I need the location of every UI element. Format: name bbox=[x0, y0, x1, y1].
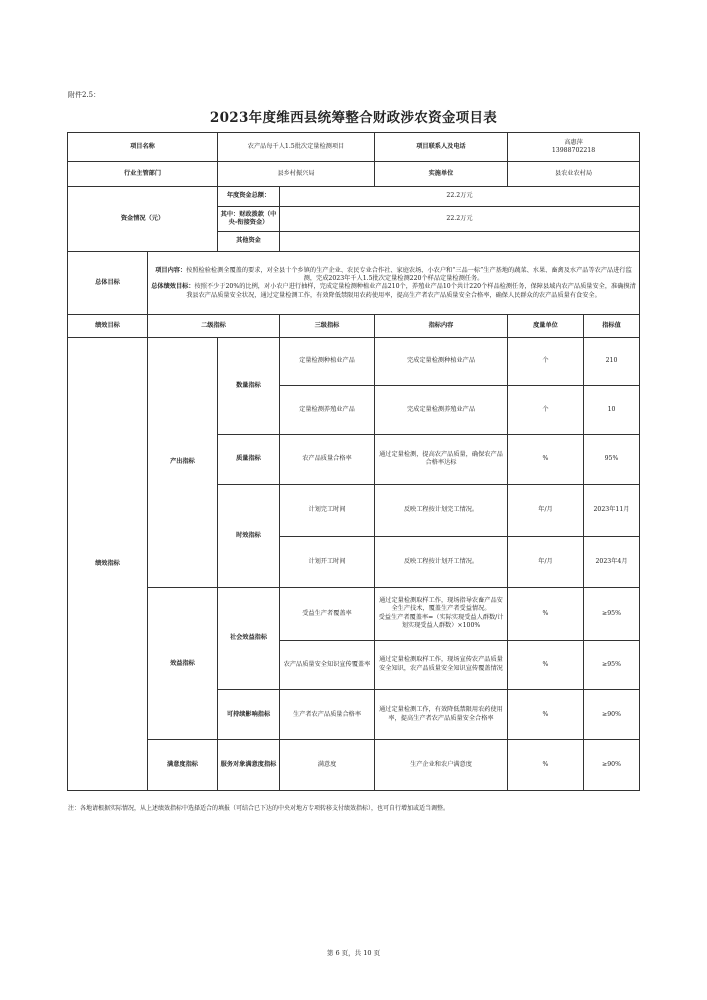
content-cell: 生产企业和农户满意度 bbox=[375, 740, 508, 791]
content-cell bbox=[375, 640, 508, 689]
perf-goal-text: 按照不少于20%的比例，对小农户进行抽样，完成定量检测种植业产品210个，养殖业产品10个共计220个样品检测任务，保障县域内农产品质量安全，准确摸清我县农产品质量安全状况，通过定量检测工作，有效降低禁限用农药使用率，提高生产者农产品质量安全合格率，确保人民群众的农产品质量有食安全。 bbox=[186, 283, 636, 299]
sustain-label: 可持续影响指标 bbox=[218, 690, 280, 740]
content-cell: 通过定量检测，提高农产品质量，确保农产品合格率达标 bbox=[375, 434, 508, 484]
unit-cell: % bbox=[508, 434, 584, 484]
page-title: 2023年度维西县统筹整合财政涉农资金项目表 bbox=[209, 110, 498, 126]
value-cell: ≥90% bbox=[584, 690, 640, 740]
perf-goal-label: 总体绩效目标： bbox=[151, 283, 195, 291]
header-perf: 绩效目标 bbox=[68, 315, 148, 338]
content-cell bbox=[375, 690, 508, 740]
table-row bbox=[68, 337, 640, 385]
contact-name: 高惠萍 bbox=[564, 138, 583, 146]
content-cell bbox=[375, 588, 508, 641]
content-line: 受益生产者覆盖率=（实际实现受益人群数/计划实现受益人群数）×100% bbox=[378, 613, 504, 630]
overall-goal-row bbox=[68, 252, 640, 315]
funds-total-value: 22.2万元 bbox=[280, 186, 640, 207]
value-cell: ≥95% bbox=[584, 640, 640, 689]
project-name-row bbox=[68, 133, 640, 162]
l3-cell: 计划完工时间 bbox=[280, 485, 375, 536]
impl-label: 实施单位 bbox=[375, 161, 508, 186]
header-l3: 三级指标 bbox=[280, 315, 375, 338]
timeliness-label: 时效指标 bbox=[218, 485, 280, 588]
table-row bbox=[68, 740, 640, 791]
unit-cell: % bbox=[508, 588, 584, 641]
contact-phone: 13988702218 bbox=[551, 146, 596, 154]
l3-cell: 农产品质量合格率 bbox=[280, 434, 375, 484]
header-l2: 二级指标 bbox=[148, 315, 280, 338]
dept-label: 行业主管部门 bbox=[68, 161, 218, 186]
funds-label: 资金情况（元） bbox=[68, 186, 218, 252]
project-name-label: 项目名称 bbox=[68, 133, 218, 162]
content-cell: 完成定量检测养殖业产品 bbox=[375, 386, 508, 434]
value-cell: 2023年11月 bbox=[584, 485, 640, 536]
dept-value: 县乡村振兴局 bbox=[218, 161, 375, 186]
quantity-label: 数量指标 bbox=[218, 337, 280, 434]
header-row bbox=[68, 315, 640, 338]
value-cell: 10 bbox=[584, 386, 640, 434]
satisfaction-l2: 服务对象满意度指标 bbox=[218, 740, 280, 791]
l3-cell: 生产者农产品质量合格率 bbox=[280, 690, 375, 740]
benefit-label: 效益指标 bbox=[148, 588, 218, 740]
content-label: 项目内容： bbox=[155, 266, 187, 274]
unit-cell: 年/月 bbox=[508, 485, 584, 536]
satisfaction-label: 满意度指标 bbox=[148, 740, 218, 791]
content-cell: 完成定量检测种植业产品 bbox=[375, 337, 508, 385]
footnote: 注：各地请根据实际情况，从上述绩效指标中选择适合的填报（可结合已下达的中央对地方专项转移支付绩效指标），也可自行增加或适当调整。 bbox=[68, 805, 450, 812]
l3-cell: 计划开工时间 bbox=[280, 536, 375, 587]
value-cell: 2023年4月 bbox=[584, 536, 640, 587]
content-cell: 反映工程按计划开工情况。 bbox=[375, 536, 508, 587]
value-cell: ≥90% bbox=[584, 740, 640, 791]
funds-other-value bbox=[280, 231, 640, 252]
contact-value bbox=[508, 133, 640, 162]
unit-cell: 年/月 bbox=[508, 536, 584, 587]
l3-cell: 满意度 bbox=[280, 740, 375, 791]
funds-total-row bbox=[68, 186, 640, 207]
l3-cell: 定量检测种植业产品 bbox=[280, 337, 375, 385]
funds-total-label: 年度资金总额： bbox=[218, 186, 280, 207]
content-line: 通过定量检测取样工作，现场宣传农产品质量安全知识，农产品质量安全知识宣传覆盖情况 bbox=[379, 656, 503, 672]
funds-fiscal-value: 22.2万元 bbox=[280, 207, 640, 232]
overall-goal-label: 总体目标 bbox=[68, 252, 148, 315]
l3-cell: 农产品质量安全知识宣传覆盖率 bbox=[280, 640, 375, 689]
content-cell: 反映工程按计划完工情况。 bbox=[375, 485, 508, 536]
value-cell: ≥95% bbox=[584, 588, 640, 641]
header-value: 指标值 bbox=[584, 315, 640, 338]
header-unit: 度量单位 bbox=[508, 315, 584, 338]
department-row bbox=[68, 161, 640, 186]
content-text: 按照检验检测全覆盖的要求，对全县十个乡镇的生产企业、农民专业合作社、家庭农场、小农户和“三品一标”生产基地的蔬菜、水果、畜禽及水产品等农产品进行监测，完成2023年千人1.5批次定量检测220个样品定量检测任务。 bbox=[186, 266, 632, 282]
project-table bbox=[67, 132, 640, 791]
attachment-label: 附件2.5： bbox=[68, 91, 101, 99]
funds-fiscal-label: 其中：财政拨款（中央-衔接资金） bbox=[218, 207, 280, 232]
project-name-value: 农产品每千人1.5批次定量检测项目 bbox=[218, 133, 375, 162]
unit-cell: % bbox=[508, 640, 584, 689]
l3-cell: 定量检测养殖业产品 bbox=[280, 386, 375, 434]
output-label: 产出指标 bbox=[148, 337, 218, 587]
content-line: 通过定量检测工作，有效降低禁限用农药使用率，提高生产者农产品质量安全合格率 bbox=[379, 706, 503, 722]
l3-cell: 受益生产者覆盖率 bbox=[280, 588, 375, 641]
value-cell: 210 bbox=[584, 337, 640, 385]
page-number: 第 6 页，共 10 页 bbox=[326, 949, 381, 957]
impl-value: 县农业农村局 bbox=[508, 161, 640, 186]
header-content: 指标内容 bbox=[375, 315, 508, 338]
quality-label: 质量指标 bbox=[218, 434, 280, 484]
contact-label: 项目联系人及电话 bbox=[375, 133, 508, 162]
table-row bbox=[68, 588, 640, 641]
unit-cell: 个 bbox=[508, 386, 584, 434]
social-label: 社会效益指标 bbox=[218, 588, 280, 690]
value-cell: 95% bbox=[584, 434, 640, 484]
overall-goal-text bbox=[148, 252, 640, 315]
unit-cell: % bbox=[508, 690, 584, 740]
funds-other-label: 其他资金 bbox=[218, 231, 280, 252]
perf-indicator-label: 绩效指标 bbox=[68, 337, 148, 790]
unit-cell: % bbox=[508, 740, 584, 791]
unit-cell: 个 bbox=[508, 337, 584, 385]
content-line: 通过定量检测取样工作，现场指导农畜产品安全生产技术，覆盖生产者受益情况。 bbox=[379, 597, 503, 613]
